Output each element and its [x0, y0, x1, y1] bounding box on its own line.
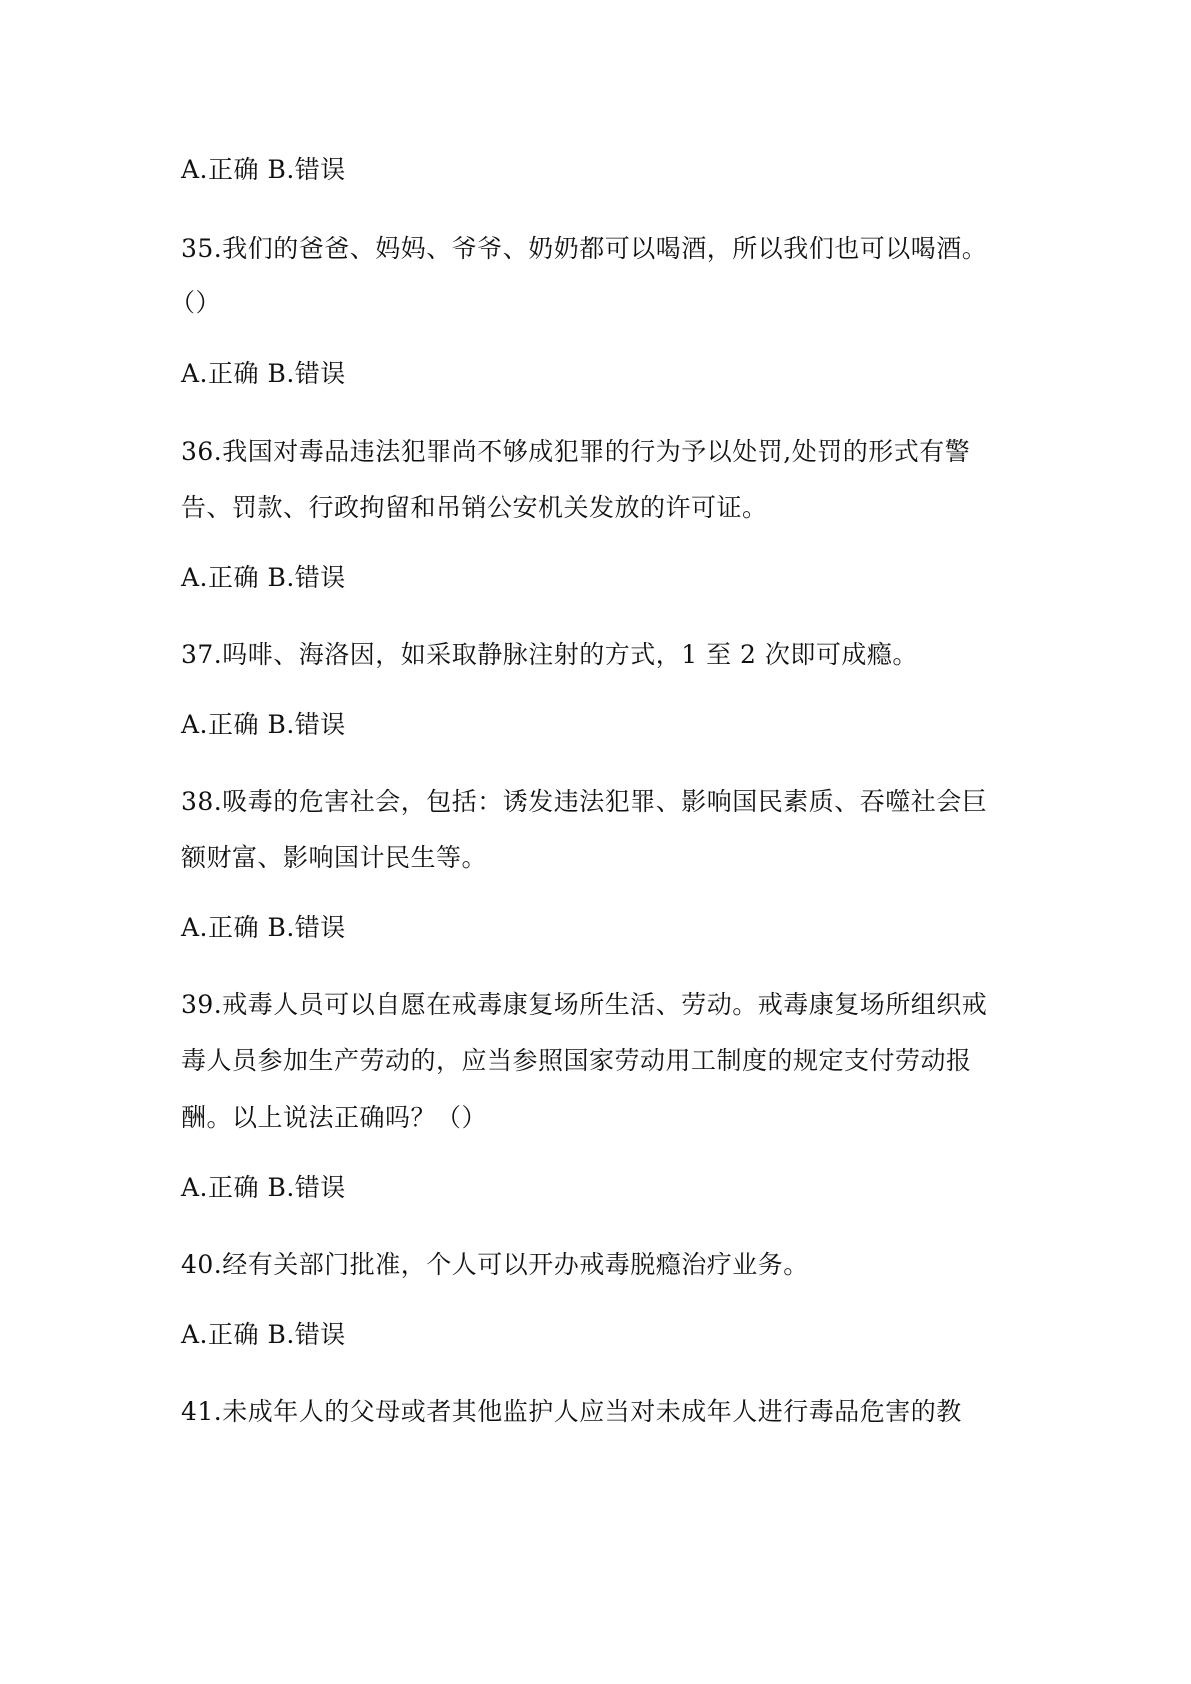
q35-options: A.正确 B.错误 — [181, 359, 346, 388]
q36-options: A.正确 B.错误 — [181, 563, 346, 592]
q37-options: A.正确 B.错误 — [181, 710, 346, 739]
q36-text-line-1: 36.我国对毒品违法犯罪尚不够成犯罪的行为予以处罚,处罚的形式有警 — [181, 437, 971, 466]
q40-options: A.正确 B.错误 — [181, 1320, 346, 1349]
q36-text-line-2: 告、罚款、行政拘留和吊销公安机关发放的许可证。 — [181, 493, 768, 522]
q39-text-line-2: 毒人员参加生产劳动的，应当参照国家劳动用工制度的规定支付劳动报 — [181, 1046, 972, 1075]
q38-options: A.正确 B.错误 — [181, 913, 346, 942]
q35-text-line-1: 35.我们的爸爸、妈妈、爷爷、奶奶都可以喝酒，所以我们也可以喝酒。 — [181, 234, 988, 263]
q38-text-line-2: 额财富、影响国计民生等。 — [181, 843, 488, 872]
q40-text-line-1: 40.经有关部门批准，个人可以开办戒毒脱瘾治疗业务。 — [181, 1250, 809, 1279]
q39-text-line-3: 酬。以上说法正确吗？（） — [181, 1103, 488, 1132]
q41-text-line-1: 41.未成年人的父母或者其他监护人应当对未成年人进行毒品危害的教 — [181, 1397, 962, 1426]
q38-text-line-1: 38.吸毒的危害社会，包括：诱发违法犯罪、影响国民素质、吞噬社会巨 — [181, 787, 988, 816]
q39-text-line-1: 39.戒毒人员可以自愿在戒毒康复场所生活、劳动。戒毒康复场所组织戒 — [181, 990, 988, 1019]
q35-text-line-2: （） — [170, 288, 222, 317]
q37-text-line-1: 37.吗啡、海洛因，如采取静脉注射的方式，1 至 2 次即可成瘾。 — [181, 640, 918, 669]
q39-options: A.正确 B.错误 — [181, 1173, 346, 1202]
q34-options: A.正确 B.错误 — [181, 155, 346, 184]
